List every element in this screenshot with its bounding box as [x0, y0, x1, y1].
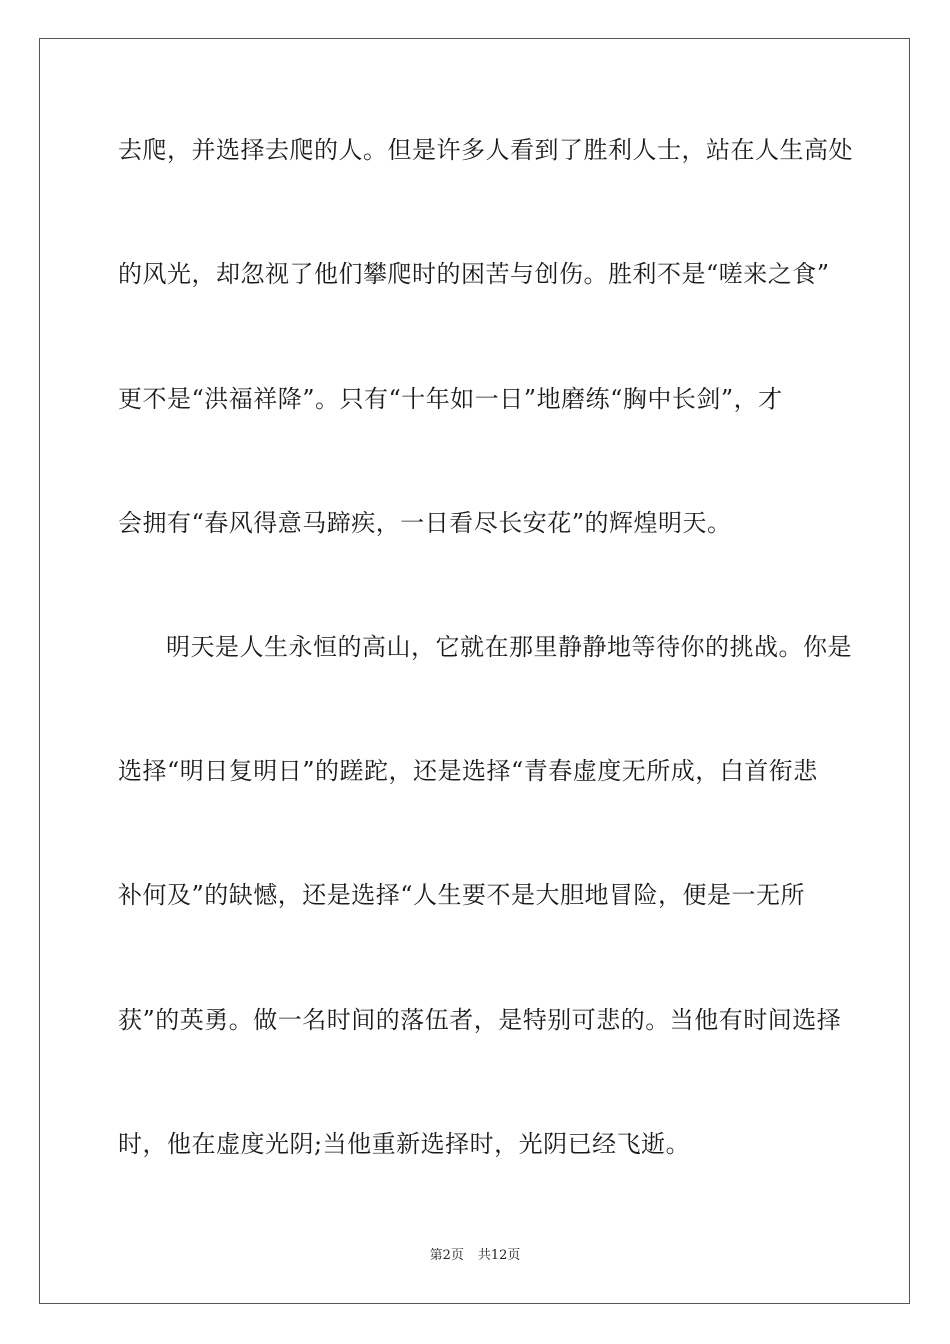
body-line-2: 的风光，却忽视了他们攀爬时的困苦与创伤。胜利不是“嗟来之食” — [118, 260, 830, 288]
body-line-3: 更不是“洪福祥降”。只有“十年如一日”地磨练“胸中长剑”，才 — [118, 385, 783, 413]
body-line-5-paragraph-start: 明天是人生永恒的高山，它就在那里静静地等待你的挑战。你是 — [166, 633, 852, 661]
body-line-8: 获”的英勇。做一名时间的落伍者，是特别可悲的。当他有时间选择 — [118, 1006, 842, 1034]
body-line-7: 补何及”的缺憾，还是选择“人生要不是大胆地冒险，便是一无所 — [118, 881, 806, 909]
page-footer — [0, 1247, 950, 1265]
body-line-9: 时，他在虚度光阴;当他重新选择时，光阴已经飞逝。 — [118, 1130, 691, 1158]
body-line-1: 去爬，并选择去爬的人。但是许多人看到了胜利人士，站在人生高处 — [118, 136, 853, 164]
page-border — [39, 38, 910, 1304]
page-total: 共12页 — [477, 1248, 521, 1263]
page-number: 第2页 — [429, 1248, 464, 1263]
body-line-4: 会拥有“春风得意马蹄疾，一日看尽长安花”的辉煌明天。 — [118, 509, 732, 537]
body-line-6: 选择“明日复明日”的蹉跎，还是选择“青春虚度无所成，白首衔悲 — [118, 757, 818, 785]
